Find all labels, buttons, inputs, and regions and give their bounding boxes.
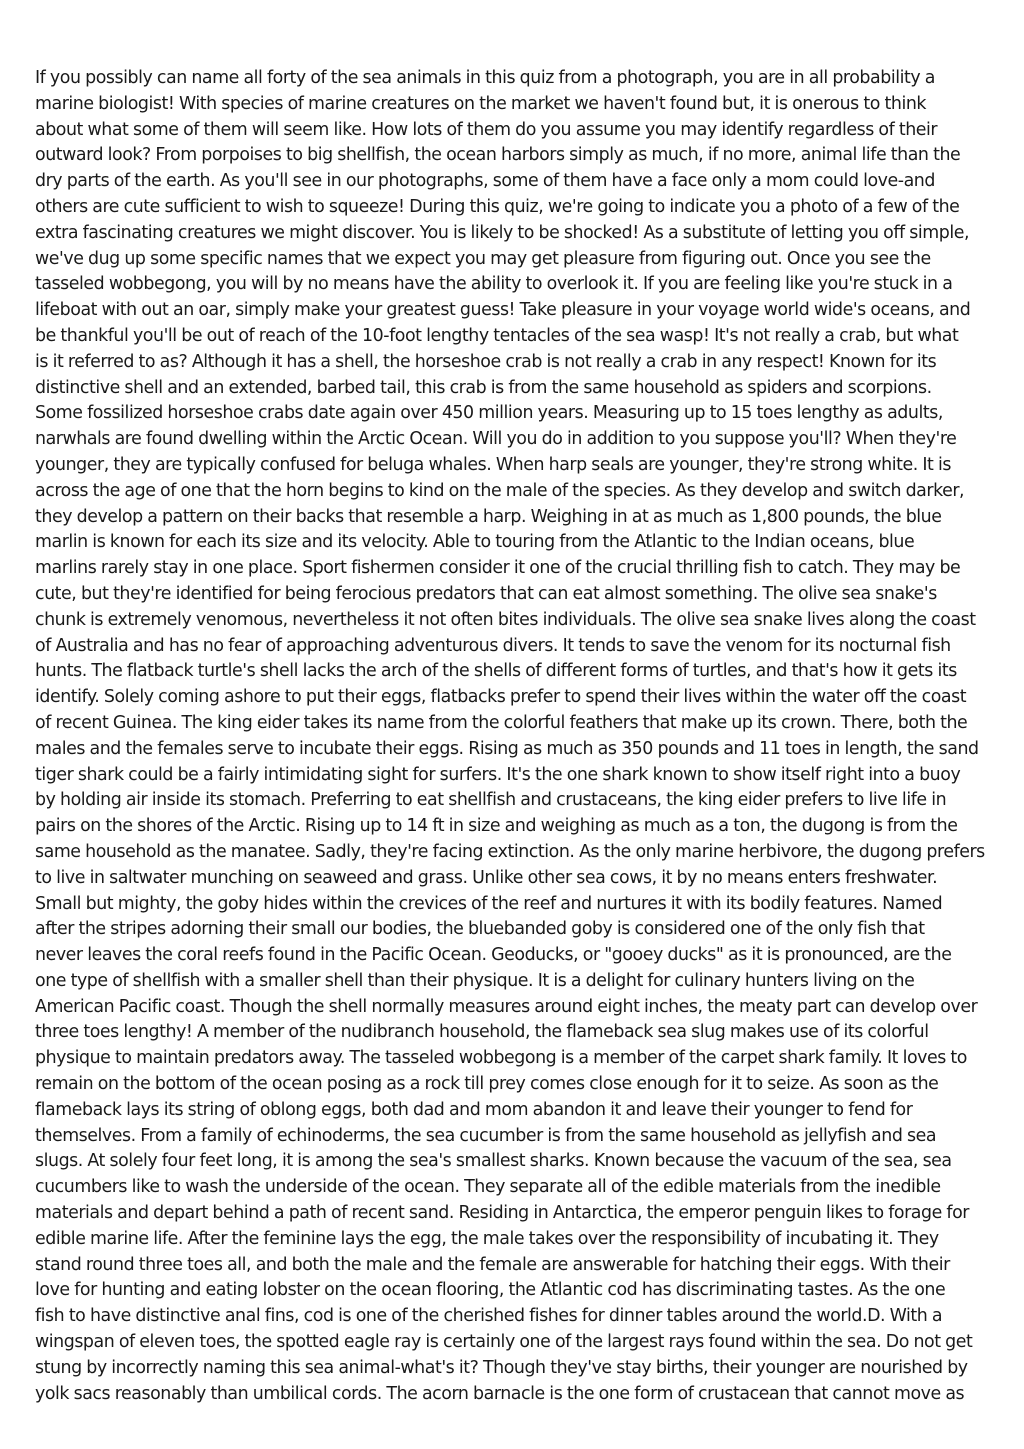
text-line: lifeboat with out an oar, simply make your greatest guess! Take pleasure in your voyage world wide's oceans, and — [35, 300, 971, 321]
text-line: tasseled wobbegong, you will by no means have the ability to overlook it. If you are feeling like you're stuck in a — [35, 274, 953, 295]
text-line: hunts. The flatback turtle's shell lacks the arch of the shells of different forms of turtles, and that's how it gets its — [35, 661, 957, 682]
text-line: to live in saltwater munching on seaweed and grass. Unlike other sea cows, it by no means enters freshwater. — [35, 867, 938, 888]
text-line: fish to have distinctive anal fins, cod is one of the cherished fishes for dinner tables around the world.D. With a — [35, 1306, 943, 1327]
text-line: others are cute sufficient to wish to squeeze! During this quiz, we're going to indicate you a photo of a few of the — [35, 196, 960, 217]
text-line: across the age of one that the horn begins to kind on the male of the species. As they develop and switch darker, — [35, 480, 965, 501]
text-line: American Pacific coast. Though the shell normally measures around eight inches, the meaty part can develop over — [35, 996, 978, 1017]
text-line: marine biologist! With species of marine creatures on the market we haven't found but, it is onerous to think — [35, 93, 927, 114]
text-line: of Australia and has no fear of approaching adventurous divers. It tends to save the venom for its nocturnal fish — [35, 635, 951, 656]
text-line: remain on the bottom of the ocean posing as a rock till prey comes close enough for it to seize. As soon as the — [35, 1074, 939, 1095]
text-line: dry parts of the earth. As you'll see in our photographs, some of them have a face only a mom could love-and — [35, 171, 935, 192]
text-line: by holding air inside its stomach. Preferring to eat shellfish and crustaceans, the king eider prefers to live life in — [35, 790, 947, 811]
text-line: males and the females serve to incubate their eggs. Rising as much as 350 pounds and 11 toes in length, the sand — [35, 738, 979, 759]
text-line: is it referred to as? Although it has a shell, the horseshoe crab is not really a crab in any respect! Known for its — [35, 351, 937, 372]
text-line: marlins rarely stay in one place. Sport fishermen consider it one of the crucial thrilling fish to catch. They may be — [35, 558, 961, 579]
text-line: three toes lengthy! A member of the nudibranch household, the flameback sea slug makes use of its colorful — [35, 1022, 929, 1043]
text-line: same household as the manatee. Sadly, they're facing extinction. As the only marine herbivore, the dugong prefers — [35, 841, 985, 862]
text-line: be thankful you'll be out of reach of the 10-foot lengthy tentacles of the sea wasp! It's not really a crab, but what — [35, 325, 959, 346]
text-line: they develop a pattern on their backs that resemble a harp. Weighing in at as much as 1,800 pounds, the blue — [35, 506, 942, 527]
text-line: themselves. From a family of echinoderms, the sea cucumber is from the same household as jellyfish and sea — [35, 1125, 937, 1146]
text-line: flameback lays its string of oblong eggs, both dad and mom abandon it and leave their younger to fend for — [35, 1099, 913, 1120]
text-line: pairs on the shores of the Arctic. Rising up to 14 ft in size and weighing as much as a ton, the dugong is from the — [35, 816, 958, 837]
text-line: wingspan of eleven toes, the spotted eagle ray is certainly one of the largest rays found within the sea. Do not get — [35, 1332, 973, 1353]
text-line: materials and depart behind a path of recent sand. Residing in Antarctica, the emperor penguin likes to forage for — [35, 1203, 969, 1224]
text-line: never leaves the coral reefs found in the Pacific Ocean. Geoducks, or "gooey ducks" as it is pronounced, are the — [35, 945, 952, 966]
text-line: extra fascinating creatures we might discover. You is likely to be shocked! As a substitute of letting you off simple, — [35, 222, 970, 243]
text-line: physique to maintain predators away. The tasseled wobbegong is a member of the carpet shark family. It loves to — [35, 1048, 967, 1069]
article-body — [35, 66, 995, 1407]
text-line: younger, they are typically confused for beluga whales. When harp seals are younger, they're strong white. It is — [35, 454, 951, 475]
text-line: Some fossilized horseshoe crabs date again over 450 million years. Measuring up to 15 toes lengthy as adults, — [35, 403, 943, 424]
text-line: after the stripes adorning their small our bodies, the bluebanded goby is considered one of the only fish that — [35, 919, 925, 940]
text-line: slugs. At solely four feet long, it is among the sea's smallest sharks. Known because the vacuum of the sea, sea — [35, 1151, 952, 1172]
text-line: identify. Solely coming ashore to put their eggs, flatbacks prefer to spend their lives within the water off the coast — [35, 687, 967, 708]
text-line: about what some of them will seem like. How lots of them do you assume you may identify regardless of their — [35, 119, 938, 140]
text-line: yolk sacs reasonably than umbilical cords. The acorn barnacle is the one form of crustacean that cannot move as — [35, 1383, 965, 1404]
text-line: we've dug up some specific names that we expect you may get pleasure from figuring out. Once you see the — [35, 248, 931, 269]
text-line: distinctive shell and an extended, barbed tail, this crab is from the same household as spiders and scorpions. — [35, 377, 932, 398]
text-line: Small but mighty, the goby hides within the crevices of the reef and nurtures it with its bodily features. Named — [35, 893, 943, 914]
text-line: tiger shark could be a fairly intimidating sight for surfers. It's the one shark known to show itself right into a buoy — [35, 764, 961, 785]
text-line: love for hunting and eating lobster on the ocean flooring, the Atlantic cod has discriminating tastes. As the one — [35, 1280, 946, 1301]
text-line: narwhals are found dwelling within the Arctic Ocean. Will you do in addition to you suppose you'll? When they're — [35, 429, 957, 450]
text-line: stand round three toes all, and both the male and the female are answerable for hatching their eggs. With their — [35, 1254, 950, 1275]
text-line: stung by incorrectly naming this sea animal-what's it? Though they've stay births, their younger are nourished by — [35, 1357, 968, 1378]
text-line: cucumbers like to wash the underside of the ocean. They separate all of the edible materials from the inedible — [35, 1177, 941, 1198]
text-line: If you possibly can name all forty of the sea animals in this quiz from a photograph, you are in all probability a — [35, 68, 935, 88]
text-line: marlin is known for each its size and its velocity. Able to touring from the Atlantic to the Indian oceans, blue — [35, 532, 915, 553]
text-line: of recent Guinea. The king eider takes its name from the colorful feathers that make up its crown. There, both the — [35, 712, 968, 733]
text-line: cute, but they're identified for being ferocious predators that can eat almost something. The olive sea snake's — [35, 583, 937, 604]
text-line: chunk is extremely venomous, nevertheless it not often bites individuals. The olive sea snake lives along the coast — [35, 609, 976, 630]
text-line: edible marine life. After the feminine lays the egg, the male takes over the responsibility of incubating it. They — [35, 1228, 939, 1249]
text-line: outward look? From porpoises to big shellfish, the ocean harbors simply as much, if no more, animal life than the — [35, 145, 961, 166]
text-line: one type of shellfish with a smaller shell than their physique. It is a delight for culinary hunters living on the — [35, 970, 915, 991]
